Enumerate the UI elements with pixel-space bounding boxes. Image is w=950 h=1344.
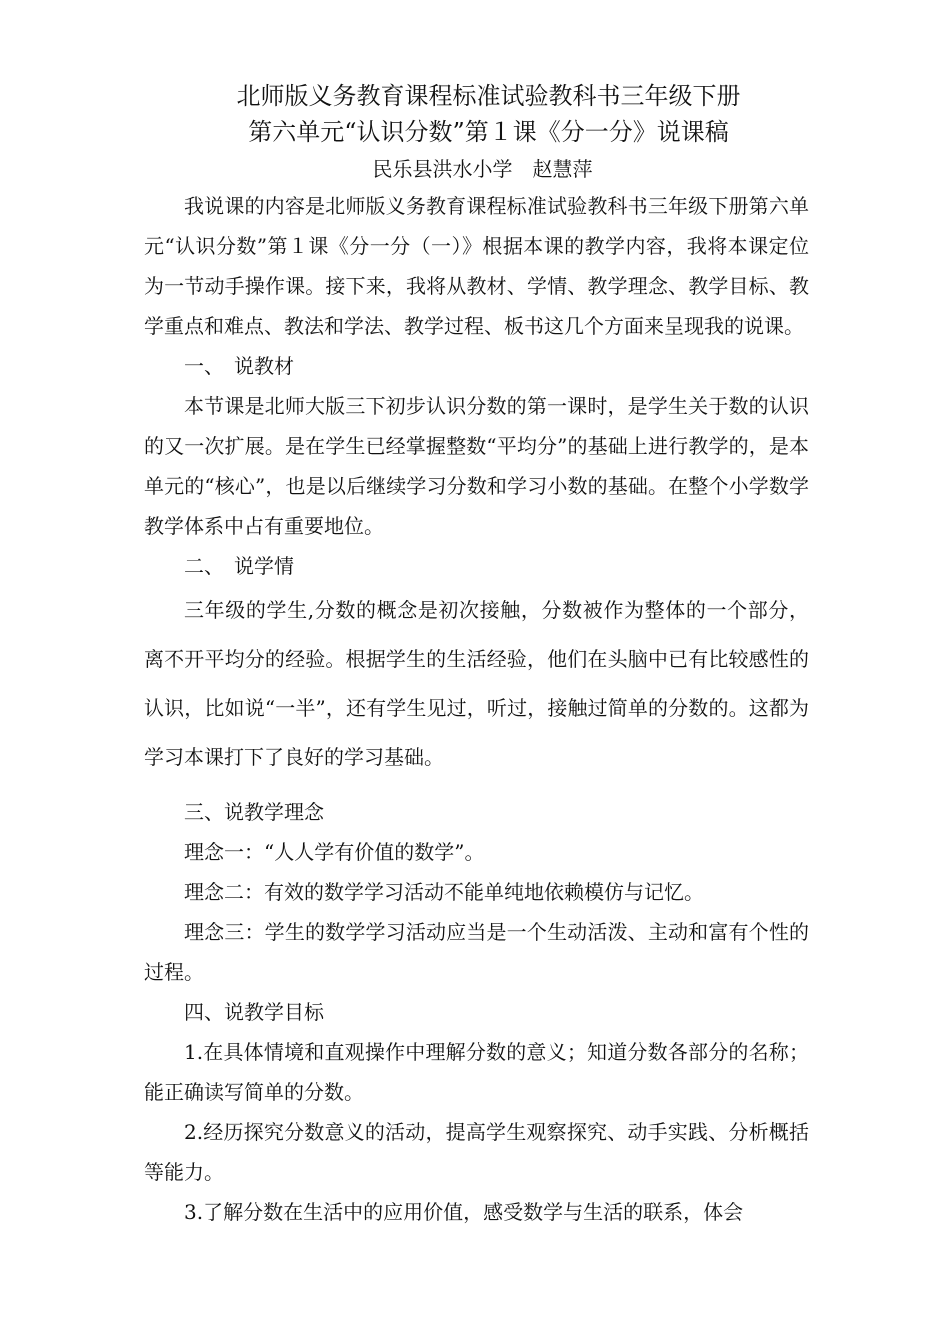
- document-author: 民乐县洪水小学 赵慧萍: [372, 157, 593, 181]
- section-1-paragraph: 本节课是北师大版三下初步认识分数的第一课时，是学生关于数的认识的又一次扩展。是在学生已经掌握整数“平均分”的基础上进行教学的，是本单元的“核心”，也是以后继续学习分数和学习小数的基础。在整个小学数学教学体系中占有重要地位。: [144, 394, 809, 538]
- document-page: [144, 78, 809, 1232]
- section-4-goal-2: 2.经历探究分数意义的活动，提高学生观察探究、动手实践、分析概括等能力。: [144, 1120, 809, 1184]
- section-4-goal-3: 3.了解分数在生活中的应用价值，感受数学与生活的联系，体会: [184, 1200, 744, 1224]
- section-3-idea-2: 理念二：有效的数学学习活动不能单纯地依赖模仿与记忆。: [184, 880, 704, 904]
- section-4-goal-1: 1.在具体情境和直观操作中理解分数的意义；知道分数各部分的名称；能正确读写简单的分数。: [144, 1040, 809, 1104]
- section-1-heading: 一、 说教材: [184, 354, 294, 378]
- document-title-line2: 第六单元“认识分数”第１课《分一分》说课稿: [248, 118, 729, 146]
- section-3-idea-3: 理念三：学生的数学学习活动应当是一个生动活泼、主动和富有个性的过程。: [144, 920, 809, 984]
- document-title-line1: 北师版义务教育课程标准试验教科书三年级下册: [236, 82, 741, 110]
- section-3-heading: 三、说教学理念: [184, 800, 324, 824]
- section-2-paragraph: 三年级的学生,分数的概念是初次接触，分数被作为整体的一个部分，离不开平均分的经验。根据学生的生活经验，他们在头脑中已有比较感性的认识，比如说“一半”，还有学生见过，听过，接触过简单的分数的。这都为学习本课打下了良好的学习基础。: [144, 598, 809, 769]
- section-3-idea-1: 理念一：“人人学有价值的数学”。: [184, 840, 485, 864]
- section-4-heading: 四、说教学目标: [184, 1000, 324, 1024]
- intro-paragraph: 我说课的内容是北师版义务教育课程标准试验教科书三年级下册第六单元“认识分数”第１课《分一分（一）》根据本课的教学内容，我将本课定位为一节动手操作课。接下来，我将从教材、学情、教学理念、教学目标、教学重点和难点、教法和学法、教学过程、板书这几个方面来呈现我的说课。: [144, 194, 809, 338]
- section-2-heading: 二、 说学情: [184, 554, 294, 578]
